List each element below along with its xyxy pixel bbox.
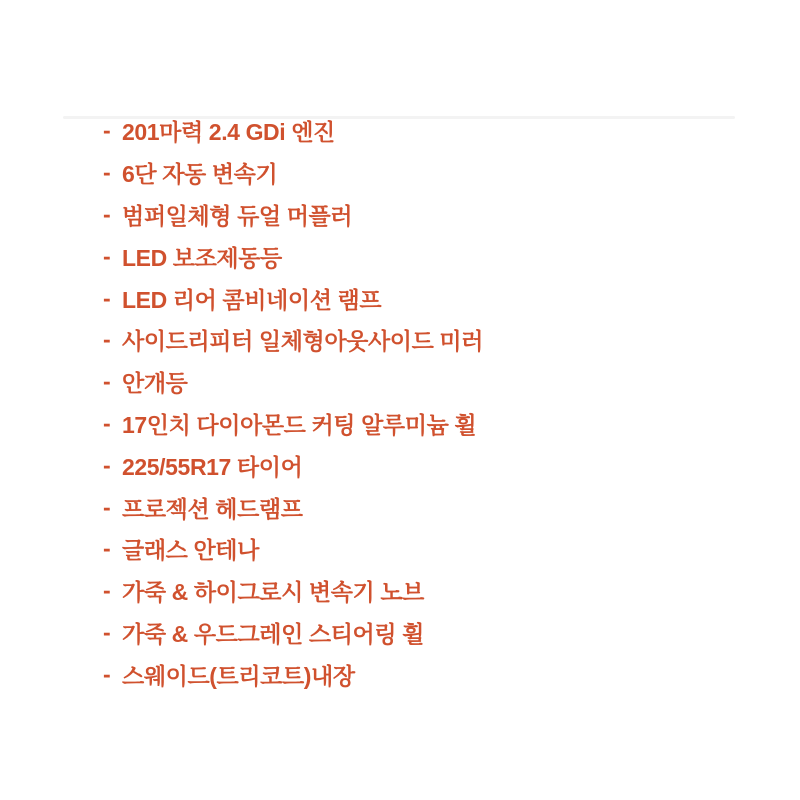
list-item-text: LED 리어 콤비네이션 램프 bbox=[122, 286, 382, 313]
list-item bbox=[103, 194, 483, 236]
list-item bbox=[103, 403, 483, 445]
list-item-text: 프로젝션 헤드램프 bbox=[122, 495, 303, 522]
list-item-text: 17인치 다이아몬드 커팅 알루미늄 휠 bbox=[122, 411, 477, 438]
list-item-text: LED 보조제동등 bbox=[122, 244, 282, 271]
list-item-bullet: - bbox=[103, 326, 111, 353]
list-item-bullet: - bbox=[103, 660, 111, 687]
list-item-text: 가죽 & 하이그로시 변속기 노브 bbox=[122, 579, 424, 606]
list-item-text: 201마력 2.4 GDi 엔진 bbox=[122, 119, 335, 146]
list-item-bullet: - bbox=[103, 117, 111, 144]
list-item-text: 스웨이드(트리코트)내장 bbox=[122, 662, 355, 689]
list-item-bullet: - bbox=[103, 535, 111, 562]
list-item bbox=[103, 528, 483, 570]
list-item bbox=[103, 361, 483, 403]
list-item-bullet: - bbox=[103, 493, 111, 520]
list-item bbox=[103, 612, 483, 654]
list-item bbox=[103, 486, 483, 528]
list-item-bullet: - bbox=[103, 409, 111, 436]
list-item-bullet: - bbox=[103, 368, 111, 395]
list-item-text: 사이드리피터 일체형아웃사이드 미러 bbox=[122, 328, 484, 355]
list-item bbox=[103, 570, 483, 612]
list-item-bullet: - bbox=[103, 618, 111, 645]
list-item bbox=[103, 653, 483, 695]
list-item-bullet: - bbox=[103, 577, 111, 604]
list-item-bullet: - bbox=[103, 242, 111, 269]
list-item bbox=[103, 152, 483, 194]
list-item bbox=[103, 110, 483, 152]
list-item-text: 225/55R17 타이어 bbox=[122, 453, 303, 480]
list-item-text: 6단 자동 변속기 bbox=[122, 161, 278, 188]
list-item bbox=[103, 444, 483, 486]
list-item-bullet: - bbox=[103, 159, 111, 186]
list-item-text: 안개등 bbox=[122, 370, 188, 397]
list-item bbox=[103, 235, 483, 277]
list-item-text: 가죽 & 우드그레인 스티어링 휠 bbox=[122, 620, 424, 647]
list-item bbox=[103, 277, 483, 319]
list-item-text: 글래스 안테나 bbox=[122, 537, 259, 564]
list-item-text: 범퍼일체형 듀얼 머플러 bbox=[122, 202, 353, 229]
list-item-bullet: - bbox=[103, 451, 111, 478]
list-item bbox=[103, 319, 483, 361]
list-item-bullet: - bbox=[103, 284, 111, 311]
feature-list bbox=[103, 110, 483, 695]
list-item-bullet: - bbox=[103, 200, 111, 227]
